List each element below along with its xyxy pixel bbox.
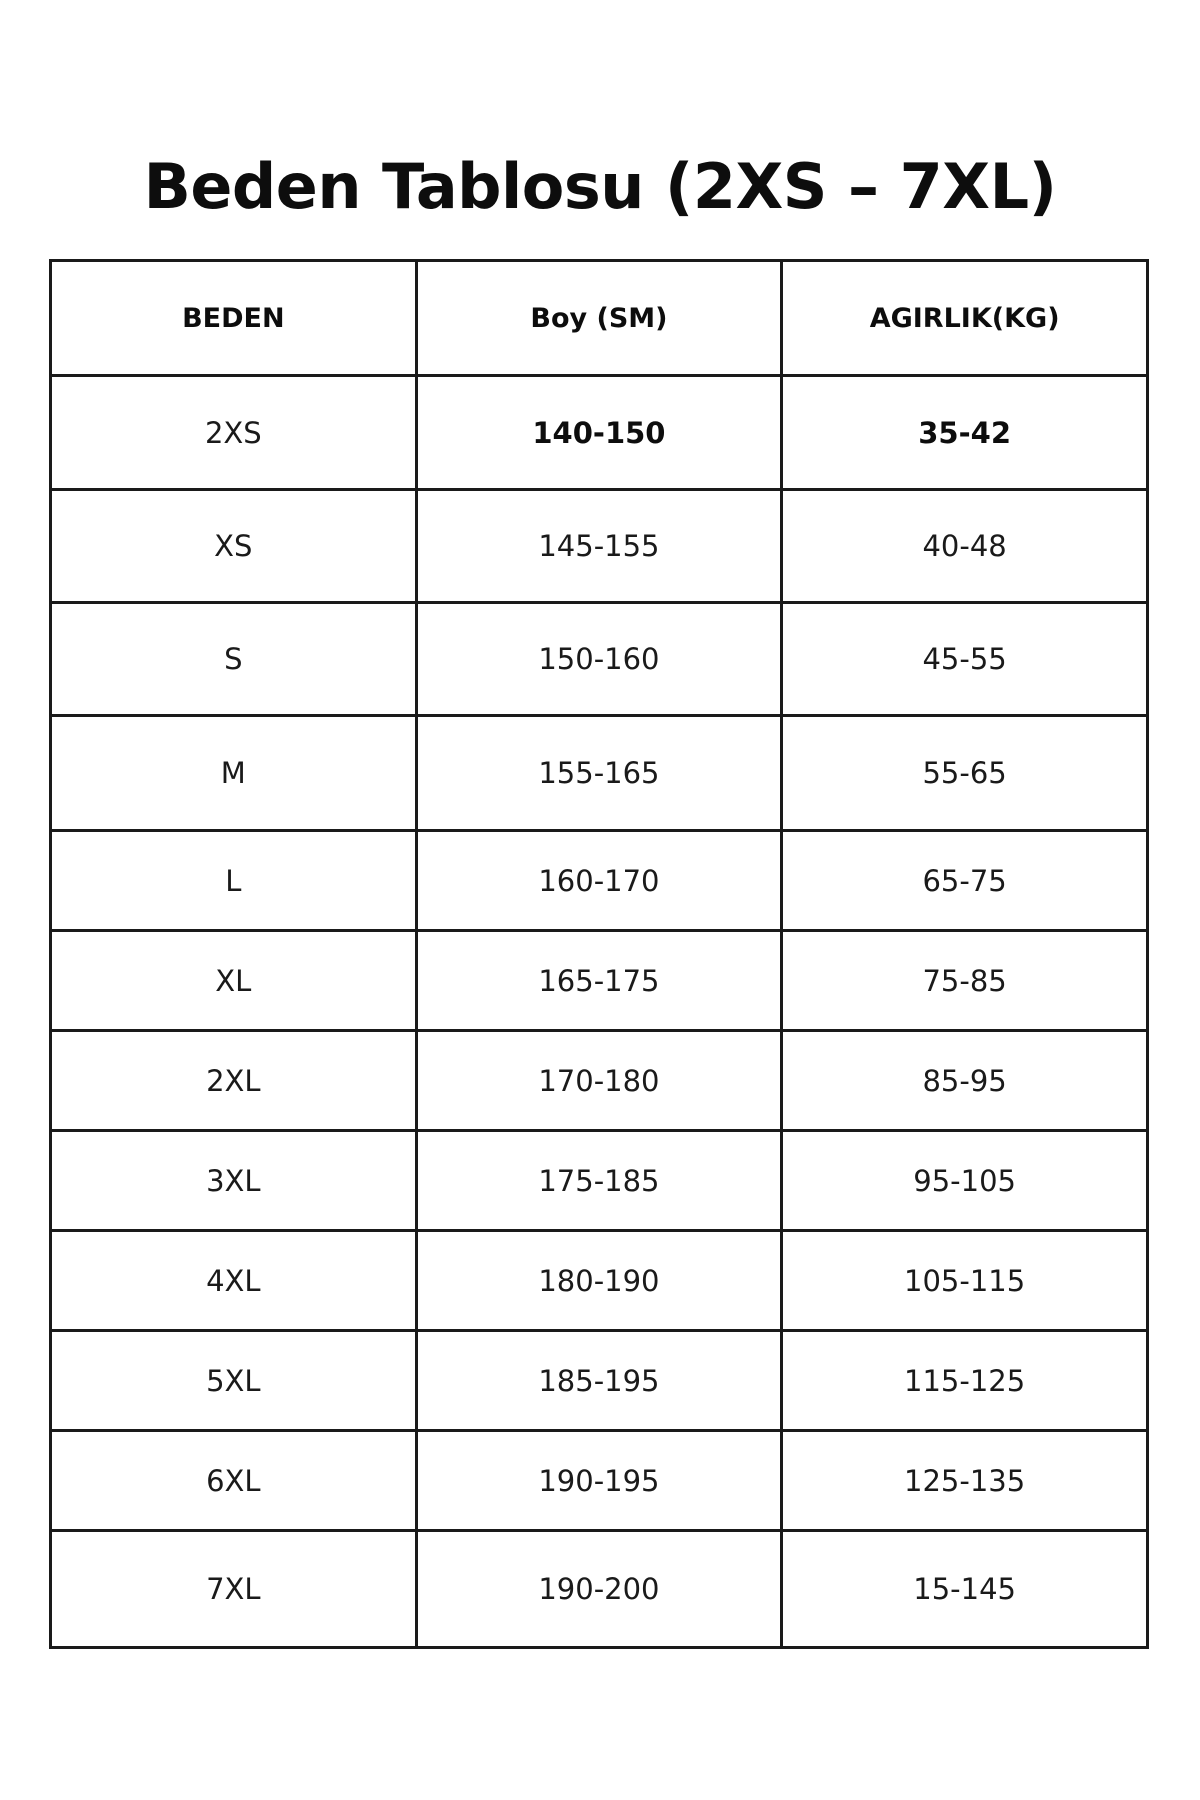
header-height: Boy (SM)	[416, 261, 782, 376]
table-row	[51, 1131, 1148, 1231]
size-cell: XS	[51, 490, 417, 603]
weight-cell: 125-135	[782, 1431, 1148, 1531]
weight-cell: 75-85	[782, 931, 1148, 1031]
weight-cell: 115-125	[782, 1331, 1148, 1431]
weight-cell: 35-42	[782, 376, 1148, 490]
header-size: BEDEN	[51, 261, 417, 376]
height-cell: 160-170	[416, 831, 782, 931]
weight-cell: 55-65	[782, 716, 1148, 831]
header-weight: AGIRLIK(KG)	[782, 261, 1148, 376]
height-cell: 190-195	[416, 1431, 782, 1531]
size-cell: XL	[51, 931, 417, 1031]
height-cell: 180-190	[416, 1231, 782, 1331]
table-row	[51, 716, 1148, 831]
size-cell: S	[51, 603, 417, 716]
size-cell: 6XL	[51, 1431, 417, 1531]
size-cell: 2XS	[51, 376, 417, 490]
table-row	[51, 1331, 1148, 1431]
weight-cell: 85-95	[782, 1031, 1148, 1131]
size-cell: L	[51, 831, 417, 931]
height-cell: 140-150	[416, 376, 782, 490]
table-header-row	[51, 261, 1148, 376]
size-cell: 7XL	[51, 1531, 417, 1648]
size-cell: 4XL	[51, 1231, 417, 1331]
weight-cell: 40-48	[782, 490, 1148, 603]
height-cell: 165-175	[416, 931, 782, 1031]
size-cell: M	[51, 716, 417, 831]
table-row	[51, 831, 1148, 931]
height-cell: 155-165	[416, 716, 782, 831]
page-title: Beden Tablosu (2XS – 7XL)	[143, 150, 1057, 223]
height-cell: 190-200	[416, 1531, 782, 1648]
table-row	[51, 1031, 1148, 1131]
table-row	[51, 376, 1148, 490]
size-chart-table	[49, 259, 1149, 1649]
height-cell: 145-155	[416, 490, 782, 603]
table-row	[51, 1431, 1148, 1531]
weight-cell: 105-115	[782, 1231, 1148, 1331]
height-cell: 175-185	[416, 1131, 782, 1231]
size-cell: 2XL	[51, 1031, 417, 1131]
table-row	[51, 1531, 1148, 1648]
weight-cell: 95-105	[782, 1131, 1148, 1231]
weight-cell: 45-55	[782, 603, 1148, 716]
height-cell: 185-195	[416, 1331, 782, 1431]
size-cell: 5XL	[51, 1331, 417, 1431]
table-row	[51, 490, 1148, 603]
weight-cell: 15-145	[782, 1531, 1148, 1648]
table-row	[51, 603, 1148, 716]
size-cell: 3XL	[51, 1131, 417, 1231]
height-cell: 150-160	[416, 603, 782, 716]
height-cell: 170-180	[416, 1031, 782, 1131]
weight-cell: 65-75	[782, 831, 1148, 931]
table-row	[51, 1231, 1148, 1331]
table-row	[51, 931, 1148, 1031]
